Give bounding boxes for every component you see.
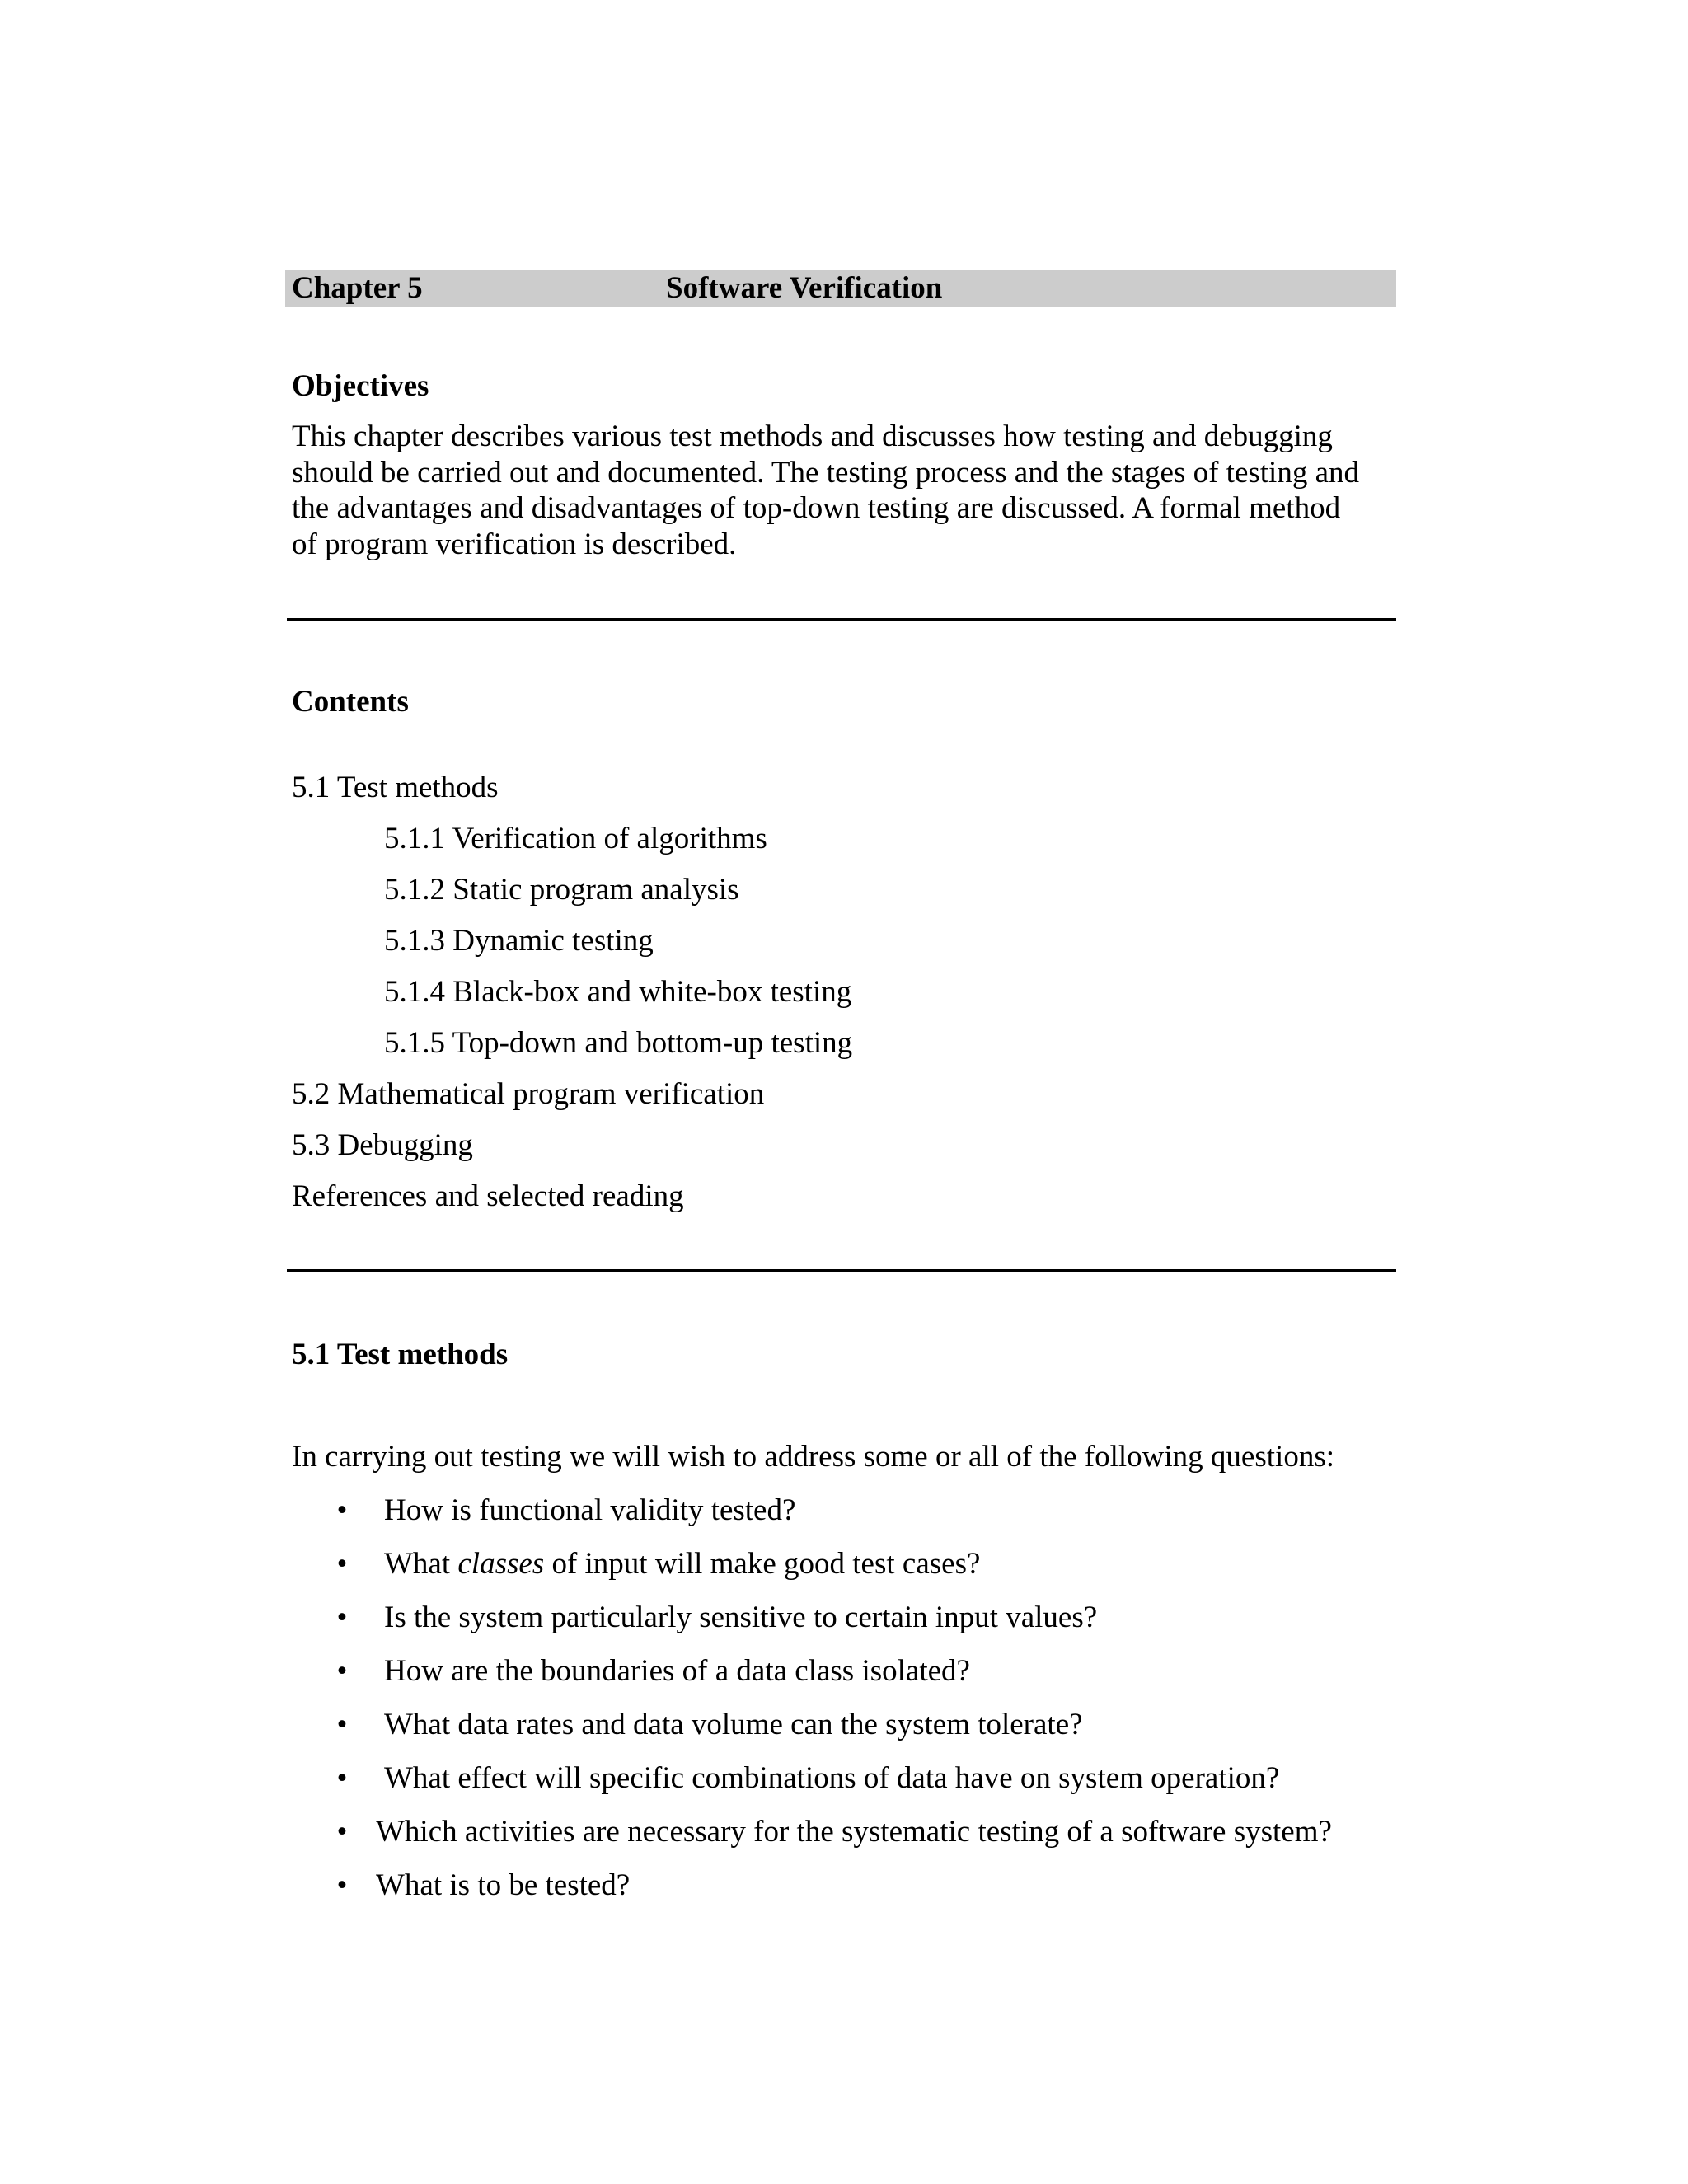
bullet-icon: • xyxy=(336,1654,348,1688)
chapter-number: Chapter 5 xyxy=(292,271,423,305)
list-item-text: What is to be tested? xyxy=(376,1868,631,1902)
emphasis-text: classes xyxy=(457,1547,545,1581)
toc-item: References and selected reading xyxy=(292,1179,684,1213)
objectives-paragraph xyxy=(292,419,1396,562)
toc-item: 5.1.3 Dynamic testing xyxy=(384,924,654,958)
objectives-line: should be carried out and documented. The testing process and the stages of testing and xyxy=(292,455,1359,490)
objectives-line: of program verification is described. xyxy=(292,527,737,561)
chapter-title: Software Verification xyxy=(666,271,943,305)
toc-item: 5.1.1 Verification of algorithms xyxy=(384,822,767,855)
toc-item: 5.2 Mathematical program verification xyxy=(292,1077,765,1111)
list-item-text: Is the system particularly sensitive to certain input values? xyxy=(384,1601,1098,1634)
list-item-text: Which activities are necessary for the systematic testing of a software system? xyxy=(376,1815,1332,1849)
toc-item: 5.1.4 Black-box and white-box testing xyxy=(384,975,852,1009)
list-item-text: What data rates and data volume can the system tolerate? xyxy=(384,1708,1083,1741)
list-item-text: What classes of input will make good test cases? xyxy=(384,1547,981,1581)
section-heading: 5.1 Test methods xyxy=(292,1338,509,1371)
bullet-icon: • xyxy=(336,1761,348,1795)
toc-item: 5.1.2 Static program analysis xyxy=(384,873,739,907)
bullet-icon: • xyxy=(336,1868,348,1902)
chapter-header-bar xyxy=(285,270,1396,307)
toc-item: 5.3 Debugging xyxy=(292,1128,473,1162)
bullet-icon: • xyxy=(336,1815,348,1849)
bullet-icon: • xyxy=(336,1601,348,1634)
section-intro: In carrying out testing we will wish to address some or all of the following questions: xyxy=(292,1440,1334,1474)
bullet-icon: • xyxy=(336,1708,348,1741)
objectives-line: This chapter describes various test methods and discusses how testing and debugging xyxy=(292,419,1333,453)
toc-item: 5.1 Test methods xyxy=(292,771,499,804)
toc-item: 5.1.5 Top-down and bottom-up testing xyxy=(384,1026,853,1060)
section-divider xyxy=(287,618,1396,621)
section-divider xyxy=(287,1269,1396,1272)
bullet-icon: • xyxy=(336,1547,348,1581)
bullet-icon: • xyxy=(336,1493,348,1527)
list-item-text: How is functional validity tested? xyxy=(384,1493,796,1527)
list-item-text: How are the boundaries of a data class isolated? xyxy=(384,1654,970,1688)
objectives-heading: Objectives xyxy=(292,369,429,403)
objectives-line: the advantages and disadvantages of top-down testing are discussed. A formal method xyxy=(292,491,1341,525)
contents-heading: Contents xyxy=(292,685,409,719)
list-item-text: What effect will specific combinations of data have on system operation? xyxy=(384,1761,1280,1795)
